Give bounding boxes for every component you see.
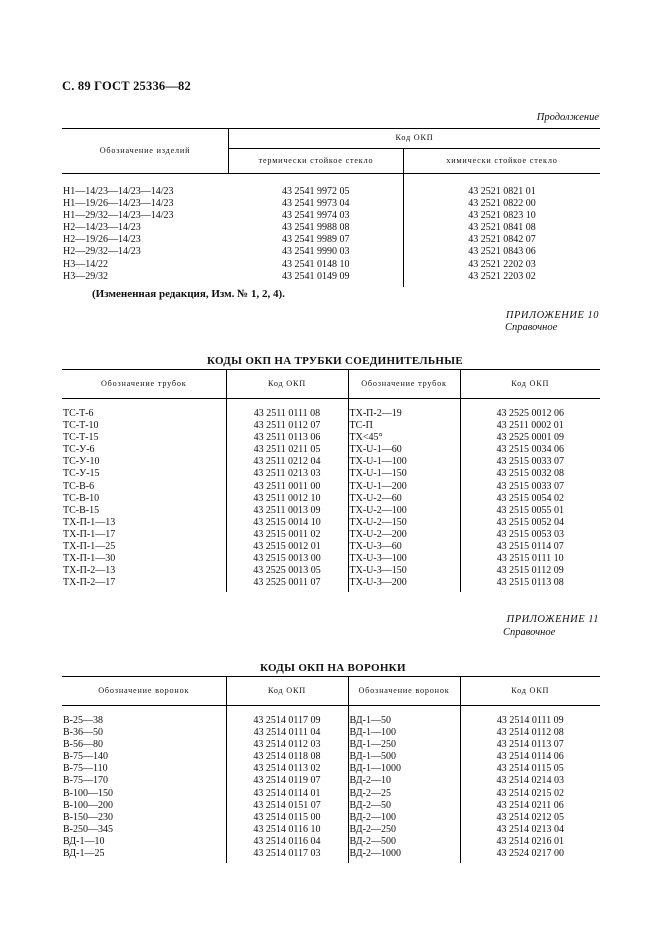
item-code: 43 2515 0113 08 (496, 577, 564, 589)
item-name: ТХ-U-1—60 (348, 444, 460, 456)
item-code: 43 2511 0113 06 (226, 432, 348, 444)
table-row (62, 727, 600, 739)
item-name: ВД-2—100 (348, 812, 460, 824)
item-code: 43 2514 0111 09 (496, 715, 564, 726)
item-name: ТХ-П-1—13 (62, 517, 226, 529)
item-name: ТХ<45° (348, 432, 460, 444)
item-name: ВД-2—1000 (348, 848, 460, 863)
table-row (62, 399, 600, 421)
item-code: 43 2525 0001 09 (496, 432, 564, 444)
item-name: В-150—230 (62, 812, 226, 824)
item-name: ВД-2—500 (348, 836, 460, 848)
item-name: ТХ-П-2—17 (62, 577, 226, 592)
item-name: ТХ-П-1—30 (62, 553, 226, 565)
funnels-col-code-2: Код ОКП (460, 677, 600, 706)
item-name: ТХ-U-1—100 (348, 456, 460, 468)
item-code: 43 2515 0032 08 (496, 468, 564, 480)
page-header: С. 89 ГОСТ 25336—82 (62, 79, 191, 93)
item-name: В-100—200 (62, 800, 226, 812)
table-row (62, 517, 600, 529)
item-name: ТХ-U-1—200 (348, 481, 460, 493)
item-name: ВД-2—25 (348, 788, 460, 800)
item-code: 43 2514 0114 01 (226, 788, 348, 800)
item-name: ВД-1—25 (62, 848, 226, 863)
chem-code: 43 2521 0822 00 (468, 198, 536, 210)
table-row (62, 234, 600, 246)
chem-code: 43 2521 0823 10 (468, 210, 536, 222)
product-name: Н2—19/26—14/23 (63, 234, 141, 246)
item-code: 43 2514 0117 09 (226, 706, 348, 728)
item-code: 43 2514 0115 05 (496, 763, 564, 775)
item-name: ВД-2—50 (348, 800, 460, 812)
item-name: ТС-П (348, 420, 460, 432)
table-row (62, 739, 600, 751)
item-code: 43 2514 0118 08 (226, 751, 348, 763)
item-name: ВД-1—10 (62, 836, 226, 848)
item-name: ТХ-U-3—100 (348, 553, 460, 565)
item-name: ТС-В-15 (62, 505, 226, 517)
appendix-10-ref: Справочное (505, 322, 558, 333)
amendment-note: (Измененная редакция, Изм. № 1, 2, 4). (92, 288, 285, 300)
product-name: Н3—29/32 (63, 270, 108, 282)
item-name: В-25—38 (62, 706, 226, 728)
table-row (62, 420, 600, 432)
item-code: 43 2514 0112 03 (226, 739, 348, 751)
col-header-chem: химически стойкое стекло (404, 149, 601, 174)
funnels-col-name-2: Обозначение воронок (348, 677, 460, 706)
item-code: 43 2514 0119 07 (226, 775, 348, 787)
chem-code: 43 2521 0843 06 (468, 246, 536, 258)
item-name: ТС-Т-10 (62, 420, 226, 432)
appendix-10-title: КОДЫ ОКП НА ТРУБКИ СОЕДИНИТЕЛЬНЫЕ (207, 355, 463, 367)
item-code: 43 2515 0011 02 (226, 529, 348, 541)
item-code: 43 2514 0214 03 (496, 775, 564, 787)
table-row (62, 812, 600, 824)
item-name: ВД-1—50 (348, 706, 460, 728)
item-code: 43 2515 0052 04 (496, 516, 564, 528)
item-code: 43 2514 0116 10 (226, 824, 348, 836)
product-name: Н1—14/23—14/23—14/23 (63, 186, 174, 197)
item-code: 43 2511 0112 07 (226, 420, 348, 432)
product-name: Н1—19/26—14/23—14/23 (63, 198, 174, 210)
continuation-label: Продолжение (536, 112, 599, 123)
table-row (62, 259, 600, 271)
product-name: Н2—14/23—14/23 (63, 222, 141, 234)
item-code: 43 2514 0151 07 (226, 800, 348, 812)
item-code: 43 2525 0011 07 (226, 577, 348, 592)
table-row (62, 763, 600, 775)
chem-code: 43 2521 0841 08 (468, 222, 536, 234)
item-code: 43 2515 0034 06 (496, 444, 564, 456)
item-name: ТХ-U-2—150 (348, 517, 460, 529)
table-row (62, 222, 600, 234)
item-code: 43 2515 0112 09 (496, 565, 564, 577)
item-code: 43 2514 0213 04 (496, 823, 564, 835)
item-code: 43 2511 0011 00 (226, 481, 348, 493)
table-row (62, 444, 600, 456)
table-row (62, 529, 600, 541)
item-code: 43 2515 0033 07 (496, 456, 564, 468)
item-code: 43 2515 0111 10 (496, 553, 564, 565)
item-name: ВД-1—500 (348, 751, 460, 763)
table-row (62, 481, 600, 493)
item-name: ТХ-U-2—200 (348, 529, 460, 541)
item-code: 43 2514 0115 00 (226, 812, 348, 824)
item-code: 43 2511 0012 10 (226, 493, 348, 505)
table-row (62, 271, 600, 287)
item-code: 43 2525 0012 06 (496, 408, 564, 419)
funnels-col-name-1: Обозначение воронок (62, 677, 226, 706)
thermo-code: 43 2541 9989 07 (229, 234, 404, 246)
item-name: В-75—110 (62, 763, 226, 775)
funnels-col-code-1: Код ОКП (226, 677, 348, 706)
item-code: 43 2511 0213 03 (226, 468, 348, 480)
item-code: 43 2515 0055 01 (496, 504, 564, 516)
chem-code: 43 2521 2203 02 (468, 270, 536, 282)
item-code: 43 2524 0217 00 (496, 848, 564, 860)
item-code: 43 2511 0212 04 (226, 456, 348, 468)
item-code: 43 2515 0012 01 (226, 541, 348, 553)
thermo-code: 43 2541 9973 04 (229, 198, 404, 210)
chem-code: 43 2521 2202 03 (468, 258, 536, 270)
table-row (62, 824, 600, 836)
col-header-okp: Код ОКП (229, 129, 601, 149)
chem-code: 43 2521 0842 07 (468, 234, 536, 246)
item-code: 43 2514 0117 03 (226, 848, 348, 863)
item-name: ВД-2—10 (348, 775, 460, 787)
product-name: Н1—29/32—14/23—14/23 (63, 210, 174, 222)
item-code: 43 2514 0211 06 (496, 799, 564, 811)
thermo-code: 43 2541 0148 10 (229, 259, 404, 271)
item-code: 43 2514 0114 06 (496, 751, 564, 763)
appendix-11-title: КОДЫ ОКП НА ВОРОНКИ (260, 662, 406, 674)
thermo-code: 43 2541 9988 08 (229, 222, 404, 234)
table-row (62, 836, 600, 848)
table-row (62, 577, 600, 592)
item-code: 43 2511 0111 08 (226, 399, 348, 421)
item-name: ТС-В-10 (62, 493, 226, 505)
thermo-code: 43 2541 9972 05 (229, 174, 404, 199)
item-name: ТС-У-15 (62, 468, 226, 480)
item-code: 43 2514 0116 04 (226, 836, 348, 848)
item-name: ТХ-U-1—150 (348, 468, 460, 480)
product-name: Н3—14/22 (63, 258, 108, 270)
item-name: ТХ-U-3—200 (348, 577, 460, 592)
item-name: ВД-2—250 (348, 824, 460, 836)
tubes-col-code-1: Код ОКП (226, 370, 348, 399)
col-header-thermo: термически стойкое стекло (229, 149, 404, 174)
item-code: 43 2514 0111 04 (226, 727, 348, 739)
table-row (62, 541, 600, 553)
col-header-name: Обозначение изделий (62, 129, 229, 174)
item-name: ТХ-U-3—60 (348, 541, 460, 553)
item-code: 43 2514 0216 01 (496, 835, 564, 847)
table-row (62, 468, 600, 480)
thermo-code: 43 2541 9990 03 (229, 246, 404, 258)
table-row (62, 456, 600, 468)
item-name: ТС-У-10 (62, 456, 226, 468)
item-name: ВД-1—1000 (348, 763, 460, 775)
appendix-11-ref: Справочное (503, 627, 556, 638)
item-code: 43 2514 0215 02 (496, 787, 564, 799)
table-row (62, 553, 600, 565)
item-name: ТХ-П-2—19 (348, 399, 460, 421)
thermo-code: 43 2541 0149 09 (229, 271, 404, 287)
table-row (62, 174, 600, 199)
table-row (62, 198, 600, 210)
item-name: ВД-1—100 (348, 727, 460, 739)
item-name: В-100—150 (62, 788, 226, 800)
item-name: В-250—345 (62, 824, 226, 836)
table-tubes (62, 369, 600, 592)
item-name: В-36—50 (62, 727, 226, 739)
thermo-code: 43 2541 9974 03 (229, 210, 404, 222)
item-name: ТС-В-6 (62, 481, 226, 493)
tubes-col-name-2: Обозначение трубок (348, 370, 460, 399)
item-name: В-56—80 (62, 739, 226, 751)
table-row (62, 706, 600, 728)
chem-code: 43 2521 0821 01 (468, 186, 536, 197)
item-code: 43 2515 0014 10 (226, 517, 348, 529)
item-name: ТХ-П-1—17 (62, 529, 226, 541)
item-code: 43 2515 0033 07 (496, 480, 564, 492)
item-code: 43 2514 0112 08 (496, 727, 564, 739)
appendix-11-label: ПРИЛОЖЕНИЕ 11 (506, 614, 599, 625)
item-code: 43 2511 0211 05 (226, 444, 348, 456)
table-funnels (62, 676, 600, 863)
item-code: 43 2525 0013 05 (226, 565, 348, 577)
table-row (62, 493, 600, 505)
table-row (62, 800, 600, 812)
item-code: 43 2515 0053 03 (496, 528, 564, 540)
item-name: ВД-1—250 (348, 739, 460, 751)
table-row (62, 432, 600, 444)
table-row (62, 848, 600, 863)
item-code: 43 2515 0114 07 (496, 541, 564, 553)
item-name: ТС-У-6 (62, 444, 226, 456)
table-row (62, 565, 600, 577)
table-row (62, 246, 600, 258)
item-code: 43 2511 0013 09 (226, 505, 348, 517)
table-row (62, 788, 600, 800)
table-glass-codes (62, 128, 600, 287)
tubes-col-name-1: Обозначение трубок (62, 370, 226, 399)
item-name: ТХ-U-2—100 (348, 505, 460, 517)
appendix-10-label: ПРИЛОЖЕНИЕ 10 (505, 310, 599, 321)
item-code: 43 2515 0013 00 (226, 553, 348, 565)
item-name: ТС-Т-6 (62, 399, 226, 421)
item-code: 43 2514 0212 05 (496, 811, 564, 823)
table-row (62, 210, 600, 222)
item-code: 43 2514 0113 02 (226, 763, 348, 775)
item-name: ТХ-П-2—13 (62, 565, 226, 577)
item-code: 43 2515 0054 02 (496, 492, 564, 504)
item-name: ТС-Т-15 (62, 432, 226, 444)
item-name: В-75—170 (62, 775, 226, 787)
item-name: ТХ-U-2—60 (348, 493, 460, 505)
table-row (62, 775, 600, 787)
item-name: В-75—140 (62, 751, 226, 763)
item-name: ТХ-П-1—25 (62, 541, 226, 553)
item-code: 43 2511 0002 01 (496, 420, 564, 432)
item-code: 43 2514 0113 07 (496, 739, 564, 751)
product-name: Н2—29/32—14/23 (63, 246, 141, 258)
item-name: ТХ-U-3—150 (348, 565, 460, 577)
tubes-col-code-2: Код ОКП (460, 370, 600, 399)
table-row (62, 505, 600, 517)
table-row (62, 751, 600, 763)
